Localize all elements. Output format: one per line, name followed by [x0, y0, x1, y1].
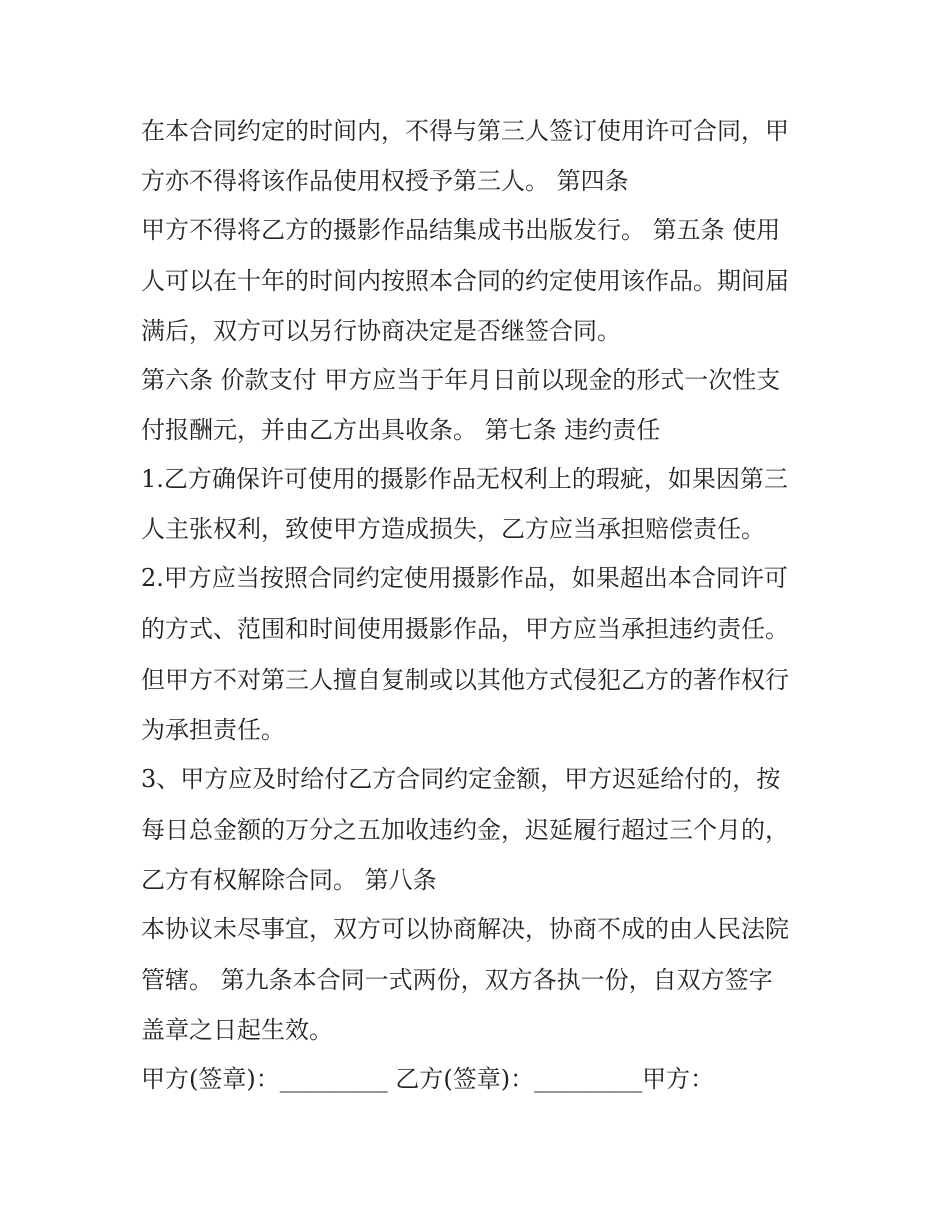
text-line: 每日总金额的万分之五加收违约金，迟延履行超过三个月的， — [141, 816, 789, 844]
text-line: 付报酬元，并由乙方出具收条。 第七条 违约责任 — [141, 416, 661, 444]
text-line: 人可以在十年的时间内按照本合同的约定使用该作品。期间届 — [141, 267, 789, 295]
text-line: 盖章之日起生效。 — [141, 1016, 333, 1044]
text-line: 满后，双方可以另行协商决定是否继签合同。 — [141, 317, 621, 345]
text-line: 甲方不得将乙方的摄影作品结集成书出版发行。 第五条 使用 — [141, 216, 781, 244]
text-line: 3、甲方应及时给付乙方合同约定金额，甲方迟延给付的，按 — [141, 765, 781, 793]
text-line: 为承担责任。 — [141, 716, 285, 744]
text-line: 本协议未尽事宜，双方可以协商解决，协商不成的由人民法院 — [141, 915, 789, 943]
text-line: 管辖。 第九条本合同一式两份，双方各执一份，自双方签字 — [141, 966, 773, 994]
signature-line: 甲方(签章)：_________ 乙方(签章)：_________甲方： — [141, 1065, 715, 1093]
text-line: 乙方有权解除合同。 第八条 — [141, 866, 437, 894]
text-line: 2.甲方应当按照合同约定使用摄影作品，如果超出本合同许可 — [141, 564, 788, 592]
text-line: 第六条 价款支付 甲方应当于年月日前以现金的形式一次性支 — [141, 366, 781, 394]
text-line: 1.乙方确保许可使用的摄影作品无权利上的瑕疵，如果因第三 — [141, 465, 788, 493]
contract-text-body — [141, 106, 831, 1105]
text-line: 在本合同约定的时间内，不得与第三人签订使用许可合同，甲 — [141, 117, 789, 145]
text-line: 人主张权利，致使甲方造成损失，乙方应当承担赔偿责任。 — [141, 515, 765, 543]
text-line: 的方式、范围和时间使用摄影作品，甲方应当承担违约责任。 — [141, 615, 789, 643]
text-line: 但甲方不对第三人擅自复制或以其他方式侵犯乙方的著作权行 — [141, 666, 789, 694]
text-line: 方亦不得将该作品使用权授予第三人。 第四条 — [141, 167, 629, 195]
